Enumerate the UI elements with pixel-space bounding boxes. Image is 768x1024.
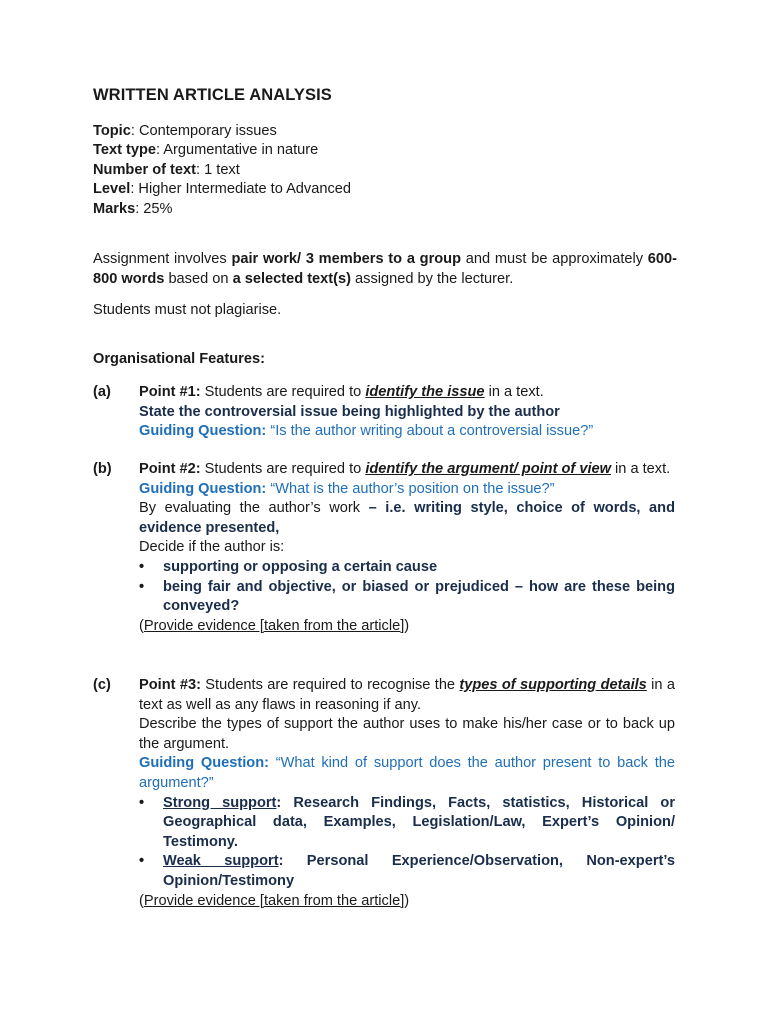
text-run: Assignment involves (93, 251, 232, 267)
evidence-text: Provide evidence [taken from the article] (143, 892, 405, 909)
evaluation-note (139, 499, 675, 538)
evidence-note (139, 617, 675, 637)
meta-number-of-text (93, 161, 683, 180)
meta-value: : Contemporary issues (130, 123, 277, 139)
weak-support-item (139, 852, 675, 891)
point-b-body (139, 460, 675, 636)
weak-support-text: : Personal Experience/Observation, Non-expert’s Opinion/Testimony (163, 853, 675, 889)
meta-value: : Higher Intermediate to Advanced (130, 181, 351, 198)
point-a-line (139, 383, 675, 403)
support-list (139, 794, 675, 892)
text-run: in a text. (610, 461, 671, 477)
meta-value: : Argumentative in nature (156, 142, 319, 159)
features-heading: Organisational Features: (93, 351, 265, 367)
point-b (93, 460, 677, 636)
evaluation-criteria: – i.e. writing style, choice of words, and evidence presented, (139, 500, 675, 536)
text-run: and must be approximately (461, 251, 648, 267)
point-b-line (139, 460, 675, 480)
group-size: pair work/ 3 members to a group (231, 251, 462, 267)
text-run: ) (404, 617, 410, 634)
assignment-paragraph (93, 250, 677, 289)
meta-value: : 25% (135, 200, 173, 217)
evidence-note (139, 892, 675, 912)
text-run: assigned by the lecturer. (351, 270, 514, 287)
guiding-question-text: “What is the author’s position on the issue?” (266, 480, 555, 497)
guiding-question-label: Guiding Question: (139, 480, 267, 497)
guiding-question (139, 754, 675, 793)
text-run: By evaluating the author’s work (139, 500, 369, 517)
text-run: ( (139, 892, 144, 909)
list-item: • supporting or opposing a certain cause (139, 558, 675, 578)
point-a-body (139, 383, 675, 442)
text-run: based on (164, 270, 233, 287)
plagiarism-note: Students must not plagiarise. (93, 302, 282, 318)
point-c (93, 676, 677, 911)
point-number: Point #3: (139, 677, 201, 693)
position-list (139, 558, 675, 617)
guiding-question (139, 480, 675, 500)
guiding-question-text: “Is the author writing about a controversial issue?” (266, 423, 594, 440)
text-run: in a text. (484, 384, 544, 400)
key-term: identify the issue (365, 384, 485, 400)
point-c-line (139, 676, 675, 715)
text-run: ( (139, 617, 144, 634)
guiding-question (139, 422, 675, 442)
decide-note: Decide if the author is: (139, 539, 285, 556)
meta-marks (93, 200, 683, 219)
text-run: Students are required to (200, 384, 366, 400)
key-term: identify the argument/ point of view (365, 461, 611, 477)
meta-level (93, 180, 683, 199)
weak-support-label: Weak support (163, 853, 279, 870)
guiding-question-text: “What kind of support does the author present to back the argument?” (139, 755, 675, 791)
strong-support-label: Strong support (163, 794, 277, 811)
strong-support-item (139, 794, 675, 853)
point-c-body (139, 676, 675, 911)
text-run: in a text as well as any flaws in reasoning if any. (139, 677, 675, 713)
meta-label: Marks (93, 200, 136, 217)
guiding-question-label: Guiding Question: (139, 423, 267, 440)
meta-value: : 1 text (195, 161, 240, 178)
text-run: ) (404, 892, 410, 909)
point-number: Point #1: (139, 384, 201, 400)
meta-label: Level (93, 181, 131, 198)
point-number: Point #2: (139, 461, 201, 477)
list-item: • being fair and objective, or biased or prejudiced – how are these being conveyed? (139, 578, 675, 617)
point-b-label: (b) (93, 461, 112, 477)
text-run: Students are required to recognise the (200, 677, 460, 693)
assignment-meta (93, 122, 683, 219)
point-a-label: (a) (93, 384, 111, 400)
text-run: Students are required to (200, 461, 366, 477)
guiding-question-label: Guiding Question: (139, 755, 269, 772)
point-c-label: (c) (93, 677, 111, 693)
point-a-instruction: State the controversial issue being highlighted by the author (139, 403, 560, 420)
evidence-text: Provide evidence [taken from the article] (143, 617, 405, 634)
word-count: 600-800 words (93, 251, 677, 287)
meta-label: Number of text (93, 161, 196, 178)
strong-support-text: : Research Findings, Facts, statistics, Historical or Geographical data, Examples, Legislation/Law, Expert’s Opinion/ Testimony. (163, 794, 675, 850)
describe-note: Describe the types of support the author uses to make his/her case or to back up the argument. (139, 716, 675, 752)
meta-label: Topic (93, 123, 131, 139)
page-title: WRITTEN ARTICLE ANALYSIS (93, 86, 332, 104)
selected-text: a selected text(s) (232, 270, 351, 287)
meta-label: Text type (93, 142, 156, 159)
meta-text-type (93, 141, 683, 160)
key-term: types of supporting details (459, 677, 647, 693)
point-a (93, 383, 677, 442)
meta-topic (93, 122, 683, 141)
